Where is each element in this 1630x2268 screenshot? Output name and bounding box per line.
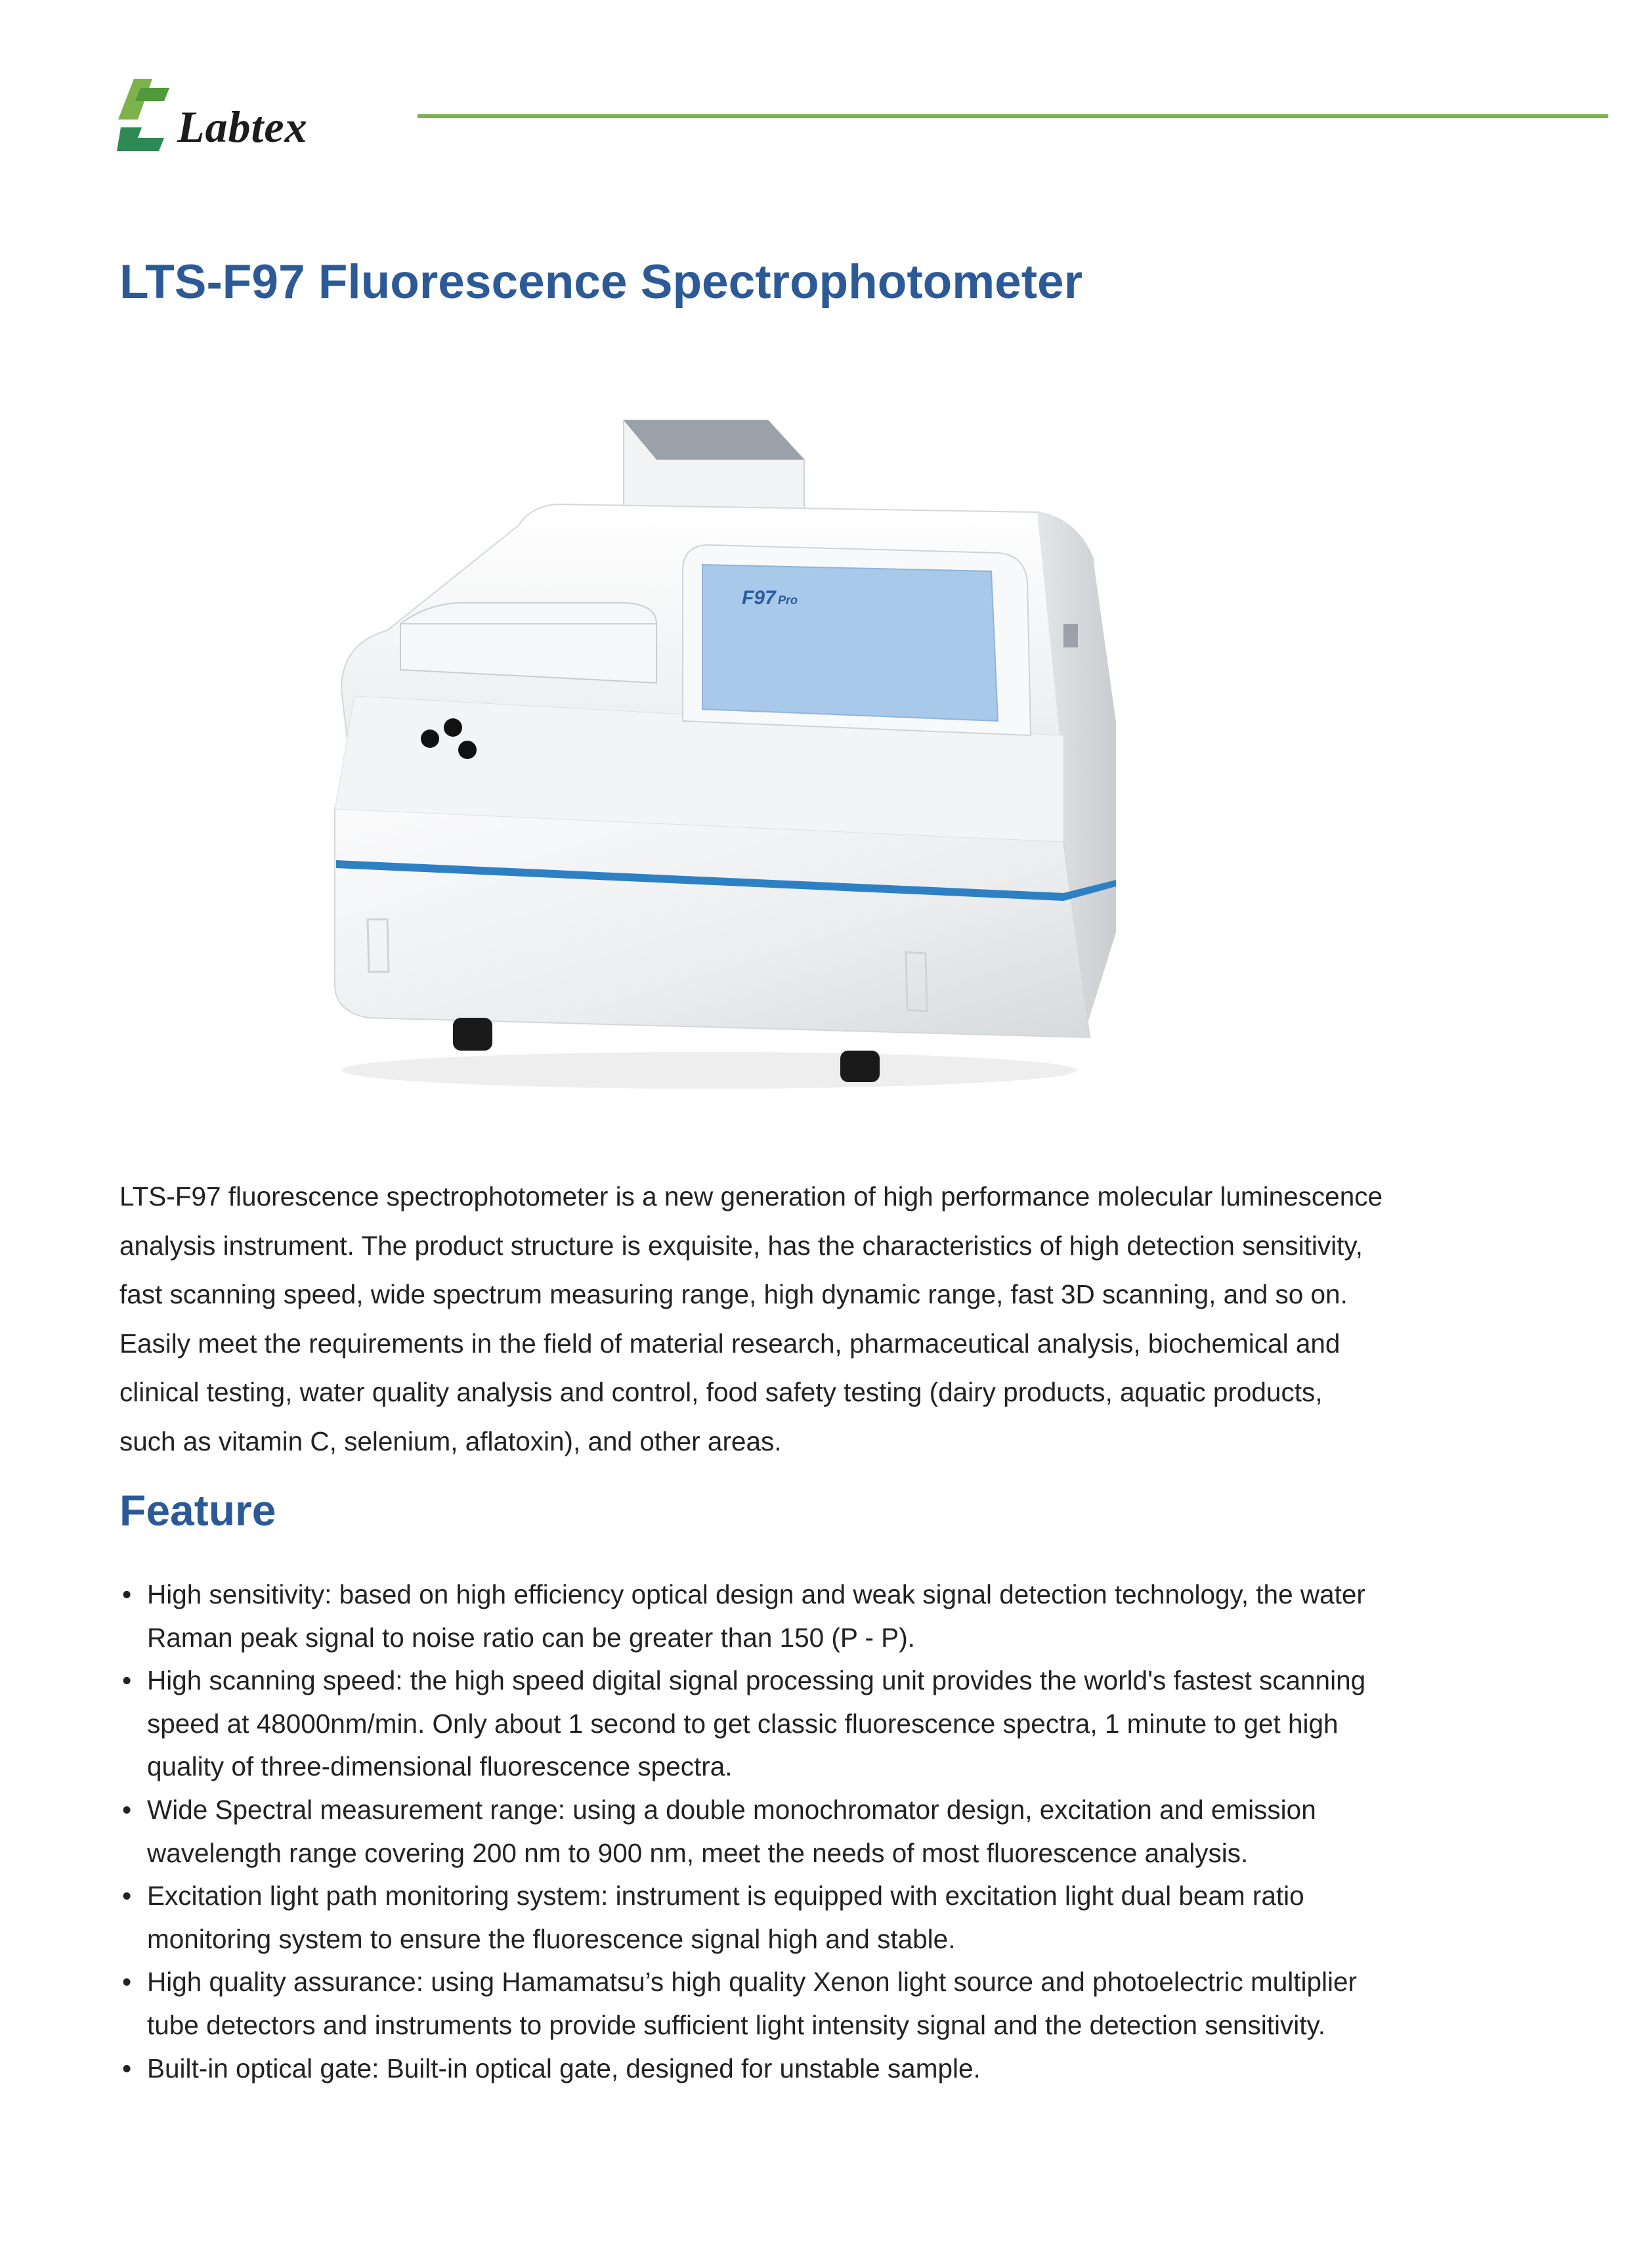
bullet-icon: • [122, 1579, 132, 1609]
bullet-icon: • [122, 1665, 132, 1696]
intro-line: fast scanning speed, wide spectrum measuring range, high dynamic range, fast 3D scanning, and so on. [119, 1279, 1348, 1309]
feature-line: High quality assurance: using Hamamatsu’s high quality Xenon light source and photoelectric multiplier [147, 1967, 1358, 1997]
feature-item [119, 2047, 1564, 2091]
feature-item [119, 1875, 1564, 1961]
logo-wordmark: Labtex [177, 102, 308, 152]
intro-line: LTS-F97 fluorescence spectrophotometer is a new generation of high performance molecular luminescence [119, 1181, 1383, 1211]
feature-line: High sensitivity: based on high efficiency optical design and weak signal detection technology, the water [147, 1579, 1365, 1609]
feature-line: High scanning speed: the high speed digital signal processing unit provides the world's fastest scanning [147, 1665, 1366, 1696]
feature-line: monitoring system to ensure the fluorescence signal high and stable. [147, 1923, 956, 1954]
logo-mark-icon [112, 74, 184, 163]
product-image [315, 407, 1129, 1103]
feature-item [119, 1789, 1564, 1875]
feature-line: Raman peak signal to noise ratio can be greater than 150 (P - P). [147, 1622, 915, 1653]
intro-paragraph [119, 1172, 1511, 1466]
feature-heading: Feature [119, 1486, 276, 1535]
panel-model-suffix: Pro [778, 594, 798, 607]
feature-line: Excitation light path monitoring system: instrument is equipped with excitation light dual beam ratio [147, 1881, 1304, 1911]
feature-line: wavelength range covering 200 nm to 900 nm, meet the needs of most fluorescence analysis. [147, 1837, 1249, 1868]
intro-line: such as vitamin C, selenium, aflatoxin), and other areas. [119, 1426, 782, 1456]
header-rule [418, 114, 1608, 118]
bullet-icon: • [122, 2053, 132, 2083]
intro-line: Easily meet the requirements in the field of material research, pharmaceutical analysis, biochemical and [119, 1328, 1340, 1359]
feature-item [119, 1659, 1564, 1789]
feature-item [119, 1573, 1564, 1659]
intro-line: analysis instrument. The product structure is exquisite, has the characteristics of high detection sensitivity, [119, 1230, 1363, 1261]
feature-line: quality of three-dimensional fluorescence spectra. [147, 1751, 733, 1782]
page-title: LTS-F97 Fluorescence Spectrophotometer [119, 255, 1083, 309]
feature-line: tube detectors and instruments to provide sufficient light intensity signal and the detection sensitivity. [147, 2009, 1326, 2040]
intro-line: clinical testing, water quality analysis and control, food safety testing (dairy products, aquatic products, [119, 1377, 1323, 1407]
bullet-icon: • [122, 1881, 132, 1911]
feature-item [119, 1961, 1564, 2047]
labtex-logo [112, 74, 348, 163]
bullet-icon: • [122, 1967, 132, 1997]
panel-model-text: F97 [742, 587, 776, 609]
feature-line: speed at 48000nm/min. Only about 1 second to get classic fluorescence spectra, 1 minute to get high [147, 1708, 1339, 1739]
bullet-icon: • [122, 1794, 132, 1825]
feature-line: Wide Spectral measurement range: using a double monochromator design, excitation and emission [147, 1794, 1316, 1825]
feature-line: Built-in optical gate: Built-in optical gate, designed for unstable sample. [147, 2053, 981, 2083]
feature-list [119, 1573, 1564, 2090]
